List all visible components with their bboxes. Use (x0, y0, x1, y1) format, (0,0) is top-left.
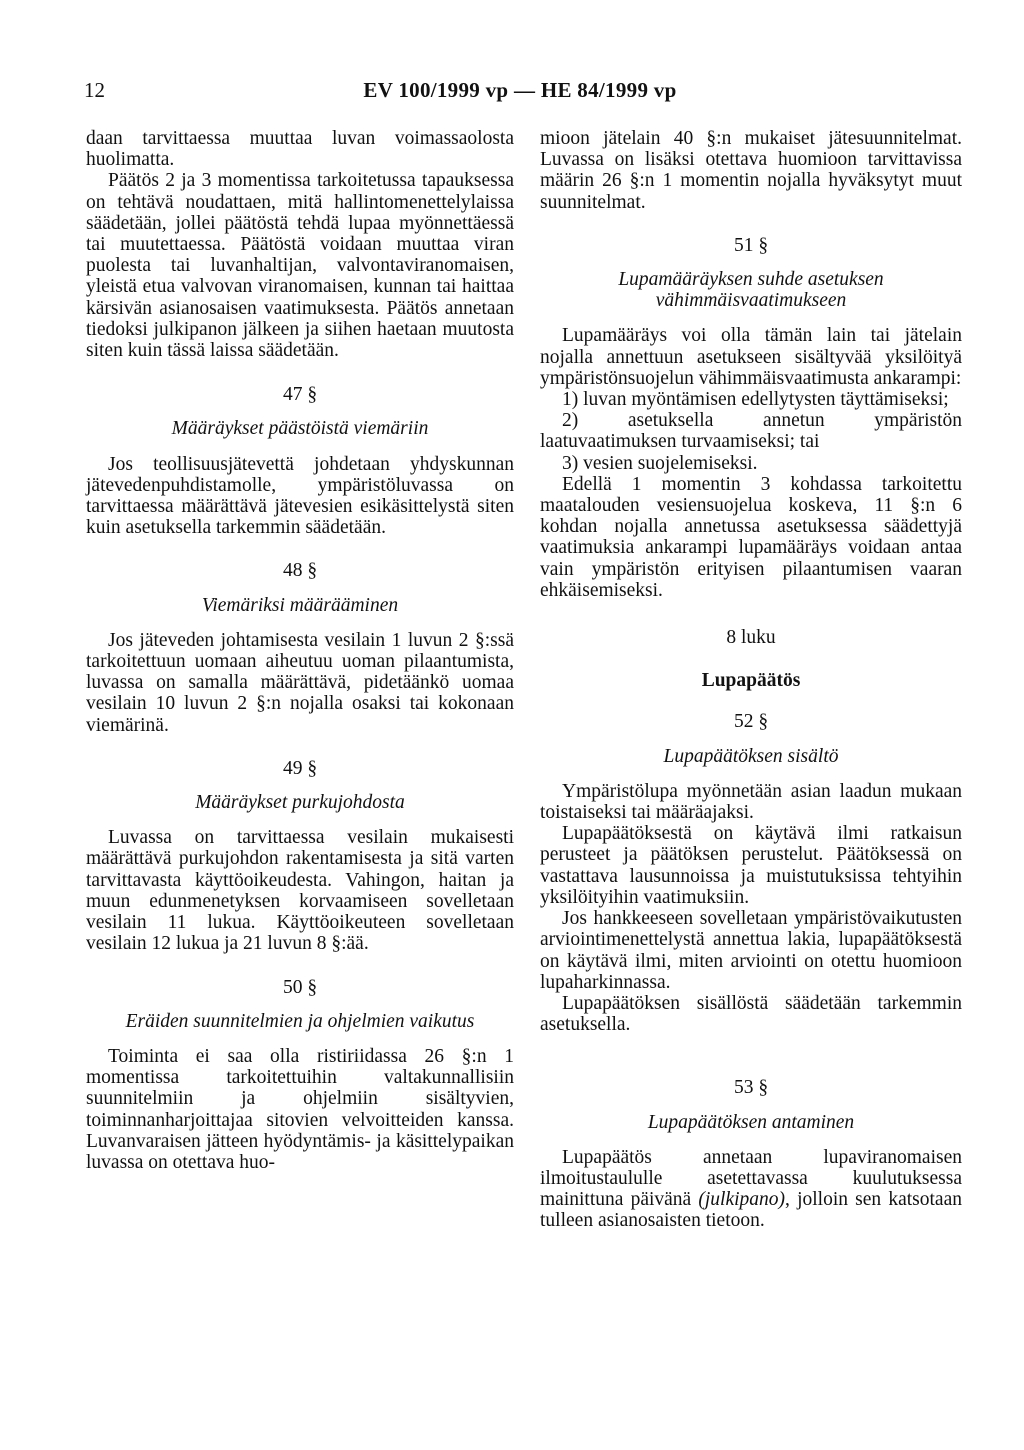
chapter-number: 8 luku (726, 627, 776, 649)
list-item: 2) asetuksella annetun ympäristön laatuvaatimuksen turvaamiseksi; tai (540, 410, 962, 453)
section-number: 47 § (282, 384, 318, 406)
section-number: 50 § (282, 976, 318, 998)
section-number: 53 § (733, 1077, 769, 1099)
paragraph: mioon jätelain 40 §:n mukaiset jätesuunnitelmat. Luvassa on lisäksi otettava huomioon tarvittavissa määrin 26 §:n 1 momentin nojalla hyväksytyt muut suunnitelmat. (540, 128, 962, 213)
section-title: Lupapäätöksen sisältö (663, 745, 839, 767)
chapter-title: Lupapäätös (701, 670, 801, 692)
list-item: 3) vesien suojelemiseksi. (562, 452, 758, 474)
paragraph: Toiminta ei saa olla ristiriidassa 26 §:n 1 momentissa tarkoitettuihin valtakunnallisiin suunnitelmiin ja ohjelmiin sisältyvien, toiminnanharjoittajaa sitovien velvoitteiden kanssa. Luvanvaraisen jätteen hyödyntämis- ja käsittelypaikan luvassa on otettava huo- (86, 1045, 514, 1173)
running-title: EV 100/1999 vp — HE 84/1999 vp (363, 78, 677, 102)
section-number: 49 § (282, 757, 318, 779)
section-title: Viemäriksi määrääminen (201, 594, 399, 616)
section-title: Eräiden suunnitelmien ja ohjelmien vaikutus (125, 1010, 475, 1032)
paragraph: Lupamääräys voi olla tämän lain tai jätelain nojalla annettuun asetukseen sisältyvää yksilöityä ympäristönsuojelun vähimmäisvaatimusta ankarampi: (540, 325, 962, 389)
list-item: 1) luvan myöntämisen edellytysten täyttämiseksi; (562, 389, 949, 411)
paragraph: Jos hankkeeseen sovelletaan ympäristövaikutusten arviointimenettelystä annettua lakia, lupapäätöksestä on käytävä ilmi, miten arviointi on otettu huomioon lupaharkinnassa. (540, 908, 962, 993)
defined-term: (julkipano) (698, 1189, 786, 1211)
paragraph: Luvassa on tarvittaessa vesilain mukaisesti määrättävä purkujohdon rakentamisesta ja sitä varten tarvittavasta käyttöoikeudesta. Vahingon, haitan ja muun edunmenetyksen korvaamiseen sovelletaan vesilain 11 lukua. Käyttöoikeuteen sovelletaan vesilain 12 lukua ja 21 luvun 8 §:ää. (86, 827, 514, 955)
section-number: 48 § (282, 560, 318, 582)
paragraph: Ympäristölupa myönnetään asian laadun mukaan toistaiseksi tai määräajaksi. (540, 780, 962, 824)
page-number: 12 (84, 78, 105, 102)
section-title: Määräykset purkujohdosta (195, 792, 405, 814)
section-number: 52 § (733, 711, 769, 733)
paragraph: Edellä 1 momentin 3 kohdassa tarkoitettu maatalouden vesiensuojelua koskeva, 11 §:n 6 kohdan nojalla annetussa asetuksessa säädettyjä vaatimuksia ankarampi lupamääräys voidaan antaa vain ympäristön erityisen pilaantumisen vaaran ehkäisemiseksi. (540, 473, 962, 601)
section-title: Määräykset päästöistä viemäriin (171, 418, 429, 440)
section-title: Lupamääräyksen suhde asetuksen vähimmäisvaatimukseen (618, 269, 884, 312)
paragraph: Lupapäätöksestä on käytävä ilmi ratkaisun perusteet ja päätöksen perustelut. Päätöksessä on vastattava lausunnoissa ja muistutuksissa tehtyihin yksilöityihin vaatimuksiin. (540, 823, 962, 908)
section-number: 51 § (733, 234, 769, 256)
paragraph: Päätös 2 ja 3 momentissa tarkoitetussa tapauksessa on tehtävä noudattaen, mitä hallintomenettelylaissa säädetään, jollei päätöstä tehdä lupaa myönnettäessä tai muutettaessa. Päätöstä voidaan muuttaa viran puolesta tai luvanhaltijan, valvontaviranomaisen, yleistä etua valvovan viranomaisen, kunnan tai haittaa kärsivän asianosaisen vaatimuksesta. Päätös annetaan tiedoksi julkipanon jälkeen ja siihen haetaan muutosta siten kuin tässä laissa säädetään. (86, 170, 514, 362)
page-header (84, 78, 956, 108)
paragraph: Jos jäteveden johtamisesta vesilain 1 luvun 2 §:ssä tarkoitettuun uomaan aiheutuu uoman pilaantumista, luvassa on samalla määrättävä, pidetäänkö uomaa vesilain 10 luvun 2 §:n nojalla osaksi tai kokonaan viemärinä. (86, 629, 514, 736)
paragraph: Jos teollisuusjätevettä johdetaan yhdyskunnan jätevedenpuhdistamolle, ympäristöluvassa on tarvittaessa määrättävä jätevesien esikäsittelystä siten kuin asetuksella tarkemmin säädetään. (86, 453, 514, 539)
paragraph (540, 1147, 962, 1232)
paragraph: daan tarvittaessa muuttaa luvan voimassaolosta huolimatta. (86, 128, 514, 171)
left-column (86, 128, 514, 1173)
text-run: , jolloin sen katsotaan tulleen asianosaisten tietoon. (540, 1189, 962, 1232)
right-column (540, 128, 962, 1232)
paragraph: Lupapäätöksen sisällöstä säädetään tarkemmin asetuksella. (540, 992, 962, 1036)
text-run: Lupapäätös annetaan lupaviranomaisen ilmoitustaululle asetettavassa kuulutuksessa mainittuna päivänä (540, 1146, 962, 1211)
section-title: Lupapäätöksen antaminen (647, 1111, 855, 1133)
